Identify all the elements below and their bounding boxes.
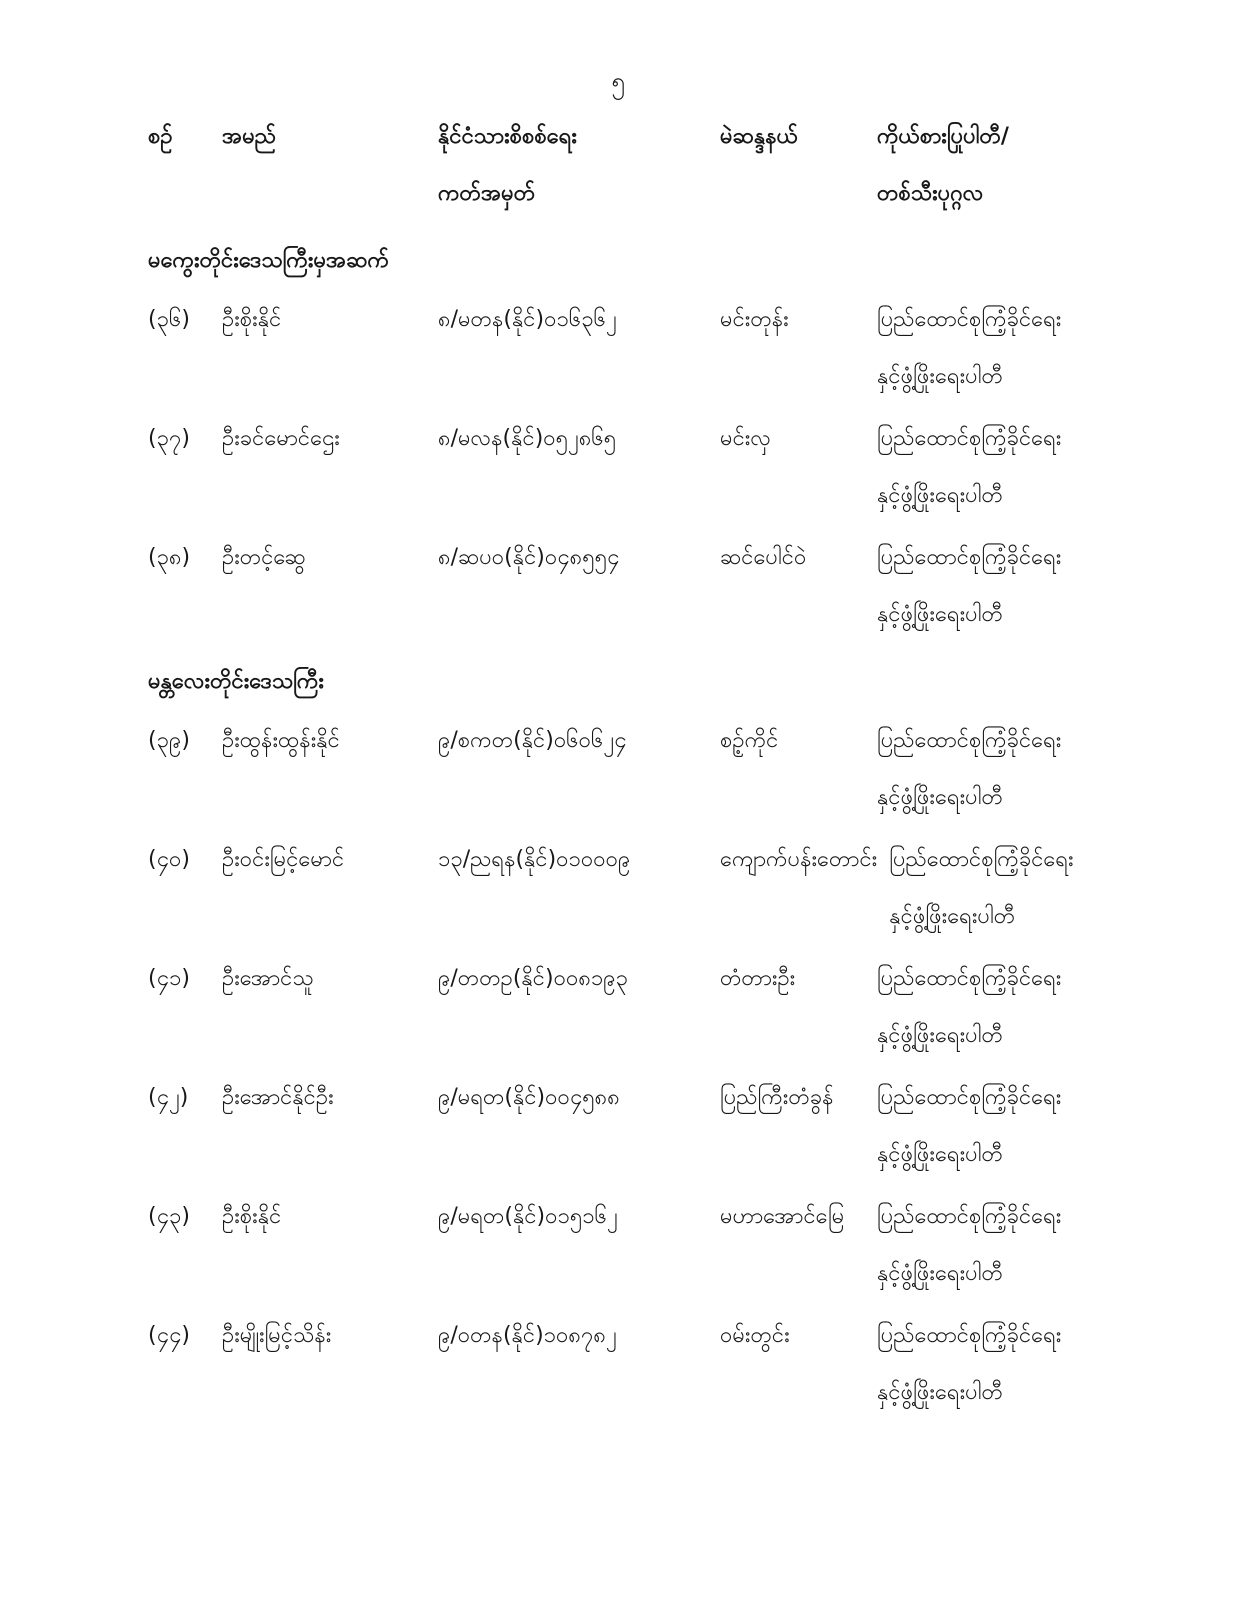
row-constituency: ဝမ်းတွင်း bbox=[720, 1323, 790, 1348]
row-serial: (၄၃) bbox=[148, 1204, 190, 1229]
row-constituency: မင်းလှ bbox=[720, 426, 771, 451]
column-header-nrc-line1: နိုင်ငံသားစိစစ်ရေး bbox=[438, 124, 577, 149]
region-rows bbox=[148, 291, 1196, 643]
row-party-line2: နှင့်ဖွံ့ဖြိုးရေးပါတီ bbox=[877, 1380, 1003, 1405]
row-party bbox=[877, 1307, 1061, 1421]
column-header-nrc-line2: ကတ်အမှတ် bbox=[438, 181, 536, 206]
row-serial: (၃၆) bbox=[148, 307, 190, 332]
row-nrc-number: ၉/စကတ(နိုင်)၀၆၀၆၂၄ bbox=[438, 728, 627, 753]
table-row bbox=[148, 712, 1196, 826]
row-constituency: ပြည်ကြီးတံခွန် bbox=[720, 1085, 834, 1110]
row-party bbox=[877, 529, 1061, 643]
row-party-line2: နှင့်ဖွံ့ဖြိုးရေးပါတီ bbox=[877, 602, 1003, 627]
row-name: ဦးမျိုးမြင့်သိန်း bbox=[222, 1323, 332, 1348]
row-party bbox=[877, 950, 1061, 1064]
row-party-line1: ပြည်ထောင်စုကြံ့ခိုင်ရေး bbox=[877, 728, 1062, 753]
table-row bbox=[148, 1307, 1196, 1421]
row-constituency: မင်းတုန်း bbox=[720, 307, 789, 332]
region-section-title: မကွေးတိုင်းဒေသကြီးမှအဆက် bbox=[148, 248, 390, 273]
row-party-line2: နှင့်ဖွံ့ဖြိုးရေးပါတီ bbox=[877, 364, 1003, 389]
column-header-serial: စဉ် bbox=[148, 124, 173, 149]
row-name: ဦးအောင်သူ bbox=[222, 966, 314, 991]
table-row bbox=[148, 831, 1196, 945]
row-party-line2: နှင့်ဖွံ့ဖြိုးရေးပါတီ bbox=[889, 904, 1016, 929]
row-party-line2: နှင့်ဖွံ့ဖြိုးရေးပါတီ bbox=[877, 785, 1003, 810]
row-party-line2: နှင့်ဖွံ့ဖြိုးရေးပါတီ bbox=[877, 1142, 1003, 1167]
row-party bbox=[877, 291, 1061, 405]
row-party bbox=[889, 831, 1073, 945]
row-party-line2: နှင့်ဖွံ့ဖြိုးရေးပါတီ bbox=[877, 1261, 1003, 1286]
row-nrc-number: ၈/မလန(နိုင်)၀၅၂၈၆၅ bbox=[438, 426, 617, 451]
row-name: ဦးခင်မောင်ဌေး bbox=[222, 426, 340, 451]
row-serial: (၄၄) bbox=[148, 1323, 190, 1348]
row-party-line1: ပြည်ထောင်စုကြံ့ခိုင်ရေး bbox=[877, 307, 1062, 332]
row-name: ဦးစိုးနိုင် bbox=[222, 1204, 282, 1229]
column-header-name: အမည် bbox=[222, 124, 277, 149]
row-serial: (၄၁) bbox=[148, 966, 190, 991]
table-row bbox=[148, 1188, 1196, 1302]
row-nrc-number: ၉/တတဥ(နိုင်)၀၀၈၁၉၃ bbox=[438, 966, 629, 991]
row-constituency: မဟာအောင်မြေ bbox=[720, 1204, 845, 1229]
row-name: ဦးဝင်းမြင့်မောင် bbox=[222, 847, 345, 872]
row-nrc-number: ၈/ဆပဝ(နိုင်)၀၄၈၅၅၄ bbox=[438, 545, 620, 570]
row-serial: (၃၉) bbox=[148, 728, 190, 753]
row-constituency: ကျောက်ပန်းတောင်း bbox=[720, 847, 878, 872]
row-constituency: စဉ့်ကိုင် bbox=[720, 728, 779, 753]
row-serial: (၃၈) bbox=[148, 545, 191, 570]
row-party bbox=[877, 712, 1061, 826]
row-nrc-number: ၉/မရတ(နိုင်)၀၀၄၅၈၈ bbox=[438, 1085, 620, 1110]
row-name: ဦးထွန်းထွန်းနိုင် bbox=[222, 728, 340, 753]
row-constituency: တံတားဦး bbox=[720, 966, 796, 991]
column-header-constituency: မဲဆန္ဒနယ် bbox=[720, 124, 798, 149]
table-row bbox=[148, 291, 1196, 405]
column-header-party-line2: တစ်သီးပုဂ္ဂလ bbox=[877, 181, 984, 206]
row-party-line1: ပြည်ထောင်စုကြံ့ခိုင်ရေး bbox=[877, 1085, 1062, 1110]
row-party-line2: နှင့်ဖွံ့ဖြိုးရေးပါတီ bbox=[877, 483, 1003, 508]
column-header-party bbox=[877, 108, 1009, 222]
column-header-party-line1: ကိုယ်စားပြုပါတီ/ bbox=[877, 124, 1009, 149]
row-party-line1: ပြည်ထောင်စုကြံ့ခိုင်ရေး bbox=[877, 966, 1062, 991]
region-section bbox=[148, 232, 1196, 643]
row-nrc-number: ၉/မရတ(နိုင်)၀၁၅၁၆၂ bbox=[438, 1204, 618, 1229]
column-header-nrc bbox=[438, 108, 720, 222]
row-name: ဦးအောင်နိုင်ဦး bbox=[222, 1085, 334, 1110]
row-nrc-number: ၁၃/ညရန(နိုင်)၀၁၀၀၀၉ bbox=[438, 847, 631, 872]
row-party-line1: ပြည်ထောင်စုကြံ့ခိုင်ရေး bbox=[877, 545, 1062, 570]
row-serial: (၃၇) bbox=[148, 426, 190, 451]
row-party-line1: ပြည်ထောင်စုကြံ့ခိုင်ရေး bbox=[877, 1323, 1062, 1348]
row-party bbox=[877, 410, 1061, 524]
table-header bbox=[148, 108, 1196, 222]
region-section bbox=[148, 653, 1196, 1421]
page-number: ၅ bbox=[611, 67, 625, 95]
region-rows bbox=[148, 712, 1196, 1421]
row-serial: (၄၂) bbox=[148, 1085, 189, 1110]
table-row bbox=[148, 950, 1196, 1064]
row-constituency: ဆင်ပေါင်ဝဲ bbox=[720, 545, 807, 570]
table-row bbox=[148, 410, 1196, 524]
row-party-line1: ပြည်ထောင်စုကြံ့ခိုင်ရေး bbox=[877, 1204, 1062, 1229]
table-row bbox=[148, 1069, 1196, 1183]
row-party bbox=[877, 1188, 1061, 1302]
row-nrc-number: ၉/ဝတန(နိုင်)၁၀၈၇၈၂ bbox=[438, 1323, 617, 1348]
row-party-line1: ပြည်ထောင်စုကြံ့ခိုင်ရေး bbox=[889, 847, 1074, 872]
table-row bbox=[148, 529, 1196, 643]
row-nrc-number: ၈/မတန(နိုင်)၀၁၆၃၆၂ bbox=[438, 307, 617, 332]
row-serial: (၄၀) bbox=[148, 847, 190, 872]
row-party-line1: ပြည်ထောင်စုကြံ့ခိုင်ရေး bbox=[877, 426, 1062, 451]
row-name: ဦးတင့်ဆွေ bbox=[222, 545, 306, 570]
sections-container bbox=[148, 232, 1196, 1421]
row-name: ဦးစိုးနိုင် bbox=[222, 307, 282, 332]
region-section-title: မန္တလေးတိုင်းဒေသကြီး bbox=[148, 669, 324, 694]
row-party-line2: နှင့်ဖွံ့ဖြိုးရေးပါတီ bbox=[877, 1023, 1003, 1048]
row-party bbox=[877, 1069, 1061, 1183]
